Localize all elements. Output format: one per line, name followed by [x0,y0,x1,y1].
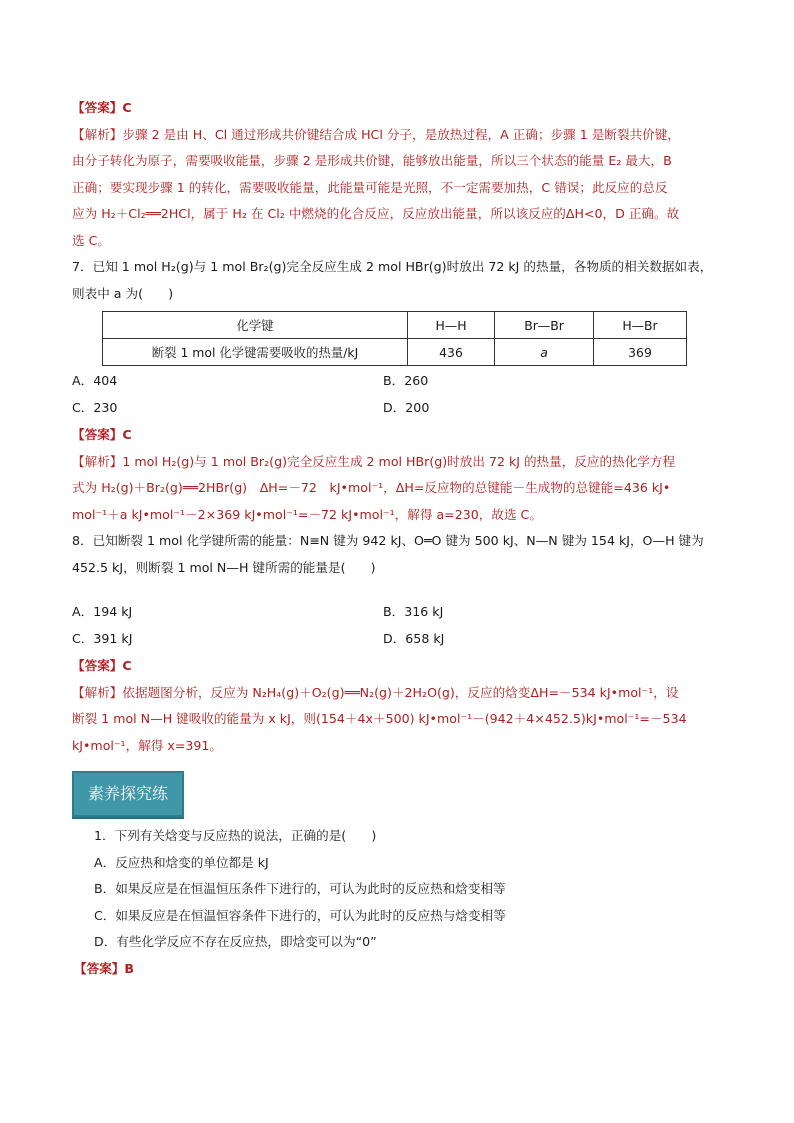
table-cell: 断裂 1 mol 化学键需要吸收的热量/kJ [103,339,408,366]
analysis-line: mol⁻¹＋a kJ•mol⁻¹－2×369 kJ•mol⁻¹=－72 kJ•mol⁻¹，解得 a=230，故选 C。 [72,506,542,522]
option-a: A．404 [72,373,118,388]
table-cell: 369 [594,339,687,366]
options-row [72,395,724,422]
section-badge: 素养探究练 [72,771,184,817]
analysis-line: 正确；要实现步骤 1 的转化，需要吸收能量，此能量可能是光照，不一定需要加热，C 错误；此反应的总反 [72,179,668,195]
bond-energy-table [102,311,687,366]
option-b: B．如果反应是在恒温恒压条件下进行的，可认为此时的反应热和焓变相等 [94,881,506,896]
analysis-line: 断裂 1 mol N—H 键吸收的能量为 x kJ，则(154＋4x＋500) kJ•mol⁻¹－(942＋4×452.5)kJ•mol⁻¹=－534 [72,711,687,726]
options-row [72,599,724,626]
analysis-line: 选 C。 [72,232,110,248]
table-cell: a [495,339,594,366]
question-stem: 1．下列有关焓变与反应热的说法，正确的是( ) [94,828,377,843]
option-a: A．反应热和焓变的单位都是 kJ [94,854,269,870]
analysis-line: 【解析】1 mol H₂(g)与 1 mol Br₂(g)完全反应生成 2 mol HBr(g)时放出 72 kJ 的热量，反应的热化学方程 [72,453,676,469]
option-b: B．316 kJ [383,604,444,619]
table-cell: 436 [408,339,495,366]
analysis-line: kJ•mol⁻¹，解得 x=391。 [72,737,223,753]
option-d: D．200 [383,400,430,415]
table-row [103,312,687,339]
question-8-stem: 452.5 kJ，则断裂 1 mol N—H 键所需的能量是( ) [72,559,376,575]
option-d: D．有些化学反应不存在反应热，即焓变可以为“0” [94,934,377,949]
answer-line: 【答案】C [72,658,132,673]
table-row [103,339,687,366]
analysis-line: 【解析】依据题图分析，反应为 N₂H₄(g)＋O₂(g)══N₂(g)＋2H₂O(g)，反应的焓变ΔH=－534 kJ•mol⁻¹，设 [72,684,679,700]
analysis-line: 应为 H₂＋Cl₂══2HCl，属于 H₂ 在 Cl₂ 中燃烧的化合反应，反应放出能量，所以该反应的ΔH<0，D 正确。故 [72,206,680,221]
option-b: B．260 [383,373,429,388]
table-header-cell: 化学键 [103,312,408,339]
option-c: C．230 [72,400,118,415]
table-header-cell: Br—Br [495,312,594,339]
option-c: C．如果反应是在恒温恒容条件下进行的，可认为此时的反应热与焓变相等 [94,907,506,923]
analysis-line: 式为 H₂(g)＋Br₂(g)══2HBr(g) ΔH=－72 kJ•mol⁻¹，ΔH=反应物的总键能－生成物的总键能=436 kJ• [72,480,671,495]
document-page [72,95,724,982]
option-d: D．658 kJ [383,631,445,646]
question-8-stem: 8．已知断裂 1 mol 化学键所需的能量：N≡N 键为 942 kJ、O═O 键为 500 kJ、N—N 键为 154 kJ，O—H 键为 [72,533,704,548]
option-a: A．194 kJ [72,604,133,619]
answer-line: 【答案】C [72,100,132,115]
analysis-line: 【解析】步骤 2 是由 H、Cl 通过形成共价键结合成 HCl 分子，是放热过程，A 正确；步骤 1 是断裂共价键， [72,126,680,142]
answer-line: 【答案】C [72,427,132,442]
options-row [72,368,724,395]
answer-line: 【答案】B [74,960,134,976]
options-row [72,626,724,653]
analysis-line: 由分子转化为原子，需要吸收能量，步骤 2 是形成共价键，能够放出能量，所以三个状态的能量 E₂ 最大，B [72,153,672,168]
option-c: C．391 kJ [72,631,133,646]
question-7-stem: 则表中 a 为( ) [72,285,174,301]
practice-question-1 [72,823,724,956]
table-header-cell: H—Br [594,312,687,339]
table-header-cell: H—H [408,312,495,339]
question-7-stem: 7．已知 1 mol H₂(g)与 1 mol Br₂(g)完全反应生成 2 mol HBr(g)时放出 72 kJ 的热量，各物质的相关数据如表， [72,259,713,274]
